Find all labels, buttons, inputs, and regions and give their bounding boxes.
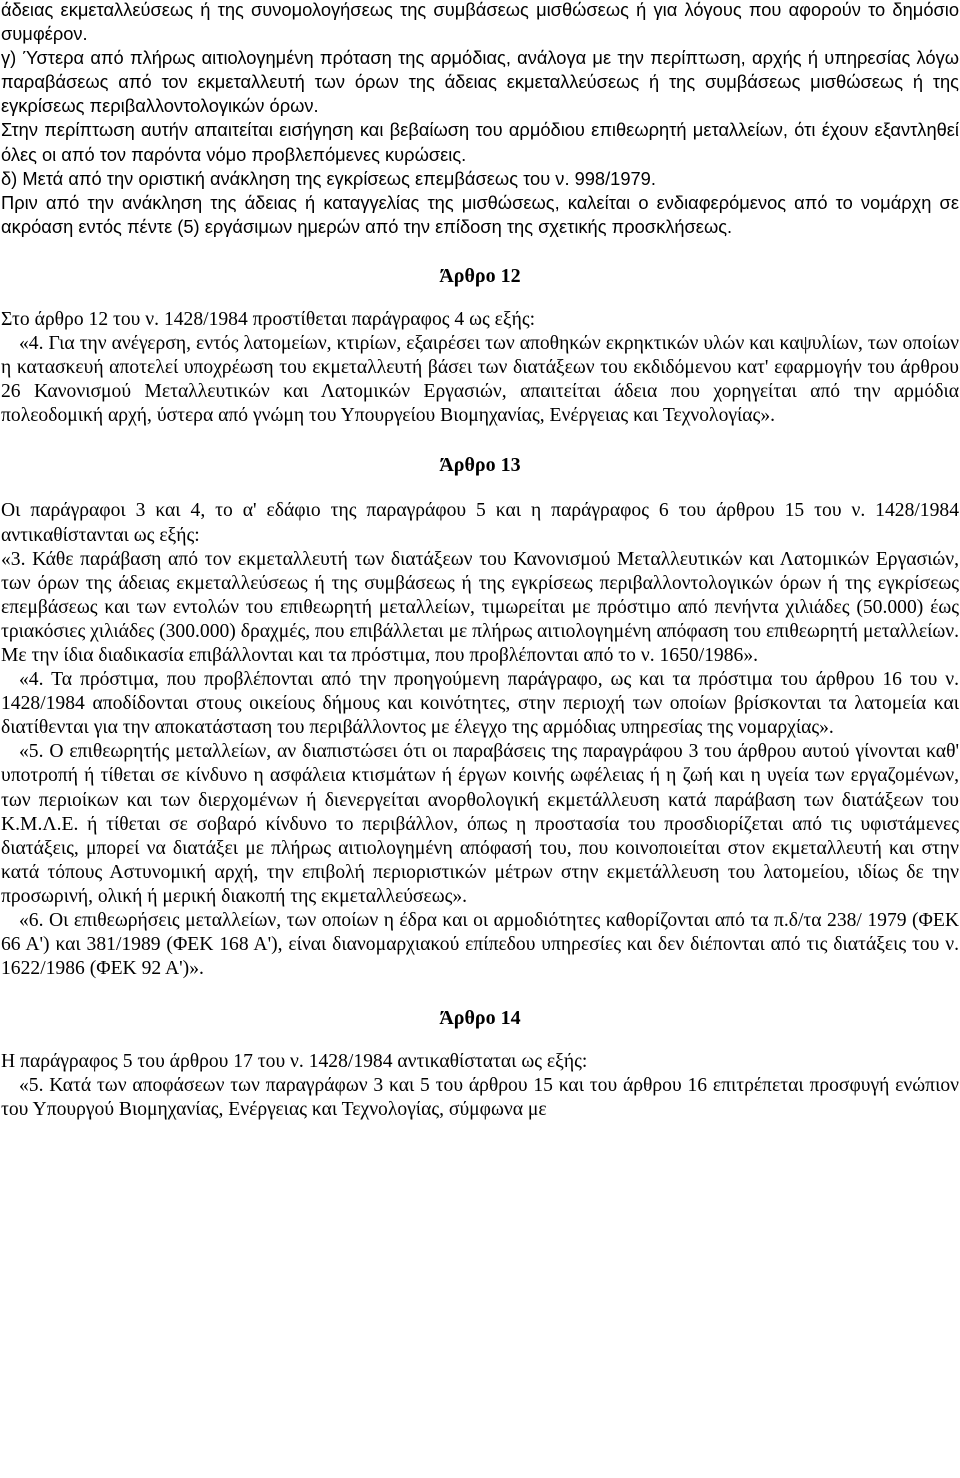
article-13-paragraph-4: «4. Τα πρόστιμα, που προβλέπονται από την προηγούμενη παράγραφο, ως και τα πρόστιμα του άρθρου 16 του ν. 1428/1984 αποδίδονται στους οικείους δήμους και κοινότητες, στην περιοχή των οποίων βρίσκονται τα λατομεία και διατίθενται για την αποκατάσταση του περιβάλλοντος με έλεγχο της αρμόδιας υπηρεσίας της νομαρχίας». [1,669,959,739]
paragraph-g: γ) Ύστερα από πλήρως αιτιολογημένη πρόταση της αρμόδιας, ανάλογα με την περίπτωση, αρχής ή υπηρεσίας λόγω παραβάσεως από τον εκμεταλλευτή των όρων της άδειας εκμεταλλεύσεως ή της συμβάσεως μισθώσεως ή της εγκρίσεως περιβαλλοντολογικών όρων. [1,47,959,117]
article-14-heading: Άρθρο 14 [439,1007,521,1030]
article-13-heading: Άρθρο 13 [439,454,521,477]
article-13-paragraph-3: «3. Κάθε παράβαση από τον εκμεταλλευτή των διατάξεων του Κανονισμού Μεταλλευτικών και Λατομικών Εργασιών, των όρων της άδειας εκμεταλλεύσεως ή της συμβάσεως ή της εγκρίσεως περιβαλλοντολογικών όρων ή της εγκρίσεως επεμβάσεως και των εντολών του επιθεωρητή μεταλλείων, τιμωρείται με πρόστιμο από πενήντα χιλιάδες (50.000) έως τριακόσιες χιλιάδες (300.000) δραχμές, που επιβάλλεται με πλήρως αιτιολογημένη απόφαση του επιθεωρητή μεταλλείων. Με την ίδια διαδικασία επιβάλλονται και τα πρόστιμα, που προβλέπονται από το ν. 1650/1986». [1,548,959,666]
article-12-heading: Άρθρο 12 [439,264,521,287]
article-13-paragraph-6: «6. Οι επιθεωρήσεις μεταλλείων, των οποίων η έδρα και οι αρμοδιότητες καθορίζονται από τα π.δ/τα 238/ 1979 (ΦΕΚ 66 Α') και 381/1989 (ΦΕΚ 168 Α'), είναι διανομαρχιακού επίπεδου υπηρεσίες και δεν διέπονται από τις διατάξεις του ν. 1622/1986 (ΦΕΚ 92 Α')». [1,910,959,980]
article-12-paragraph-4: «4. Για την ανέγερση, εντός λατομείων, κτιρίων, εξαιρέσει των αποθηκών εκρηκτικών υλών και καψυλίων, των οποίων η κατασκευή αποτελεί υποχρέωση του εκμεταλλευτή βάσει των διατάξεων του εκδιδόμενου κατ' εφαρμογήν του άρθρου 26 Κανονισμού Μεταλλευτικών και Λατομικών Εργασιών, απαιτείται άδεια που χορηγείται από την αρμόδια πολεοδομική αρχή, ύστερα από γνώμη του Υπουργείου Βιομηχανίας, Ενέργειας και Τεχνολογίας». [1,333,959,427]
article-14-paragraph-5: «5. Κατά των αποφάσεων των παραγράφων 3 και 5 του άρθρου 15 και του άρθρου 16 επιτρέπεται προσφυγή ενώπιον του Υπουργού Βιομηχανίας, Ενέργειας και Τεχνολογίας, σύμφωνα με [1,1075,959,1121]
paragraph-continuation: άδειας εκμεταλλεύσεως ή της συνομολογήσεως της συμβάσεως μισθώσεως ή για λόγους που αφορούν το δημόσιο συμφέρον. [1,0,959,45]
article-12-intro: Στο άρθρο 12 του ν. 1428/1984 προστίθεται παράγραφος 4 ως εξής: [1,308,536,330]
article-13-intro: Οι παράγραφοι 3 και 4, το α' εδάφιο της παραγράφου 5 και η παράγραφος 6 του άρθρου 15 του ν. 1428/1984 αντικαθίστανται ως εξής: [1,500,959,546]
paragraph-hearing: Πριν από την ανάκληση της άδειας ή καταγγελίας της μισθώσεως, καλείται ο ενδιαφερόμενος από το νομάρχη σε ακρόαση εντός πέντε (5) εργάσιμων ημερών από την επίδοση της σχετικής προσκλήσεως. [1,191,959,237]
paragraph-d: δ) Μετά από την οριστική ανάκληση της εγκρίσεως επεμβάσεως του ν. 998/1979. [1,167,656,189]
paragraph-inspector-report: Στην περίπτωση αυτήν απαιτείται εισήγηση και βεβαίωση του αρμόδιου επιθεωρητή μεταλλείων, ότι έχουν εξαντληθεί όλες οι από τον παρόντα νόμο προβλεπόμενες κυρώσεις. [1,119,959,165]
article-14-intro: Η παράγραφος 5 του άρθρου 17 του ν. 1428/1984 αντικαθίσταται ως εξής: [1,1051,588,1073]
article-13-paragraph-5: «5. Ο επιθεωρητής μεταλλείων, αν διαπιστώσει ότι οι παραβάσεις της παραγράφου 3 του άρθρου αυτού γίνονται καθ' υποτροπή ή τίθεται σε κίνδυνο η ασφάλεια κτισμάτων ή έργων κοινής ωφέλειας ή η ζωή και η υγεία των εργαζομένων, των περιοίκων και των διερχομένων ή διενεργείται ανορθολογική εκμετάλλευση κατά παράβαση των διατάξεων του Κ.Μ.Λ.Ε. ή τίθεται σε σοβαρό κίνδυνο το περιβάλλον, όπως η προστασία του προσδιορίζεται από τις υφιστάμενες διατάξεις, μπορεί να διατάξει με πλήρως αιτιολογημένη απόφασή του, που κοινοποιείται στον εκμεταλλευτή και στην κατά τόπους Αστυνομική αρχή, την επιβολή περιοριστικών μέτρων στην εκμετάλλευση του λατομείου, ιδίως δε την προσωρινή, ολική ή μερική διακοπή της εκμεταλλεύσεως». [1,741,959,907]
